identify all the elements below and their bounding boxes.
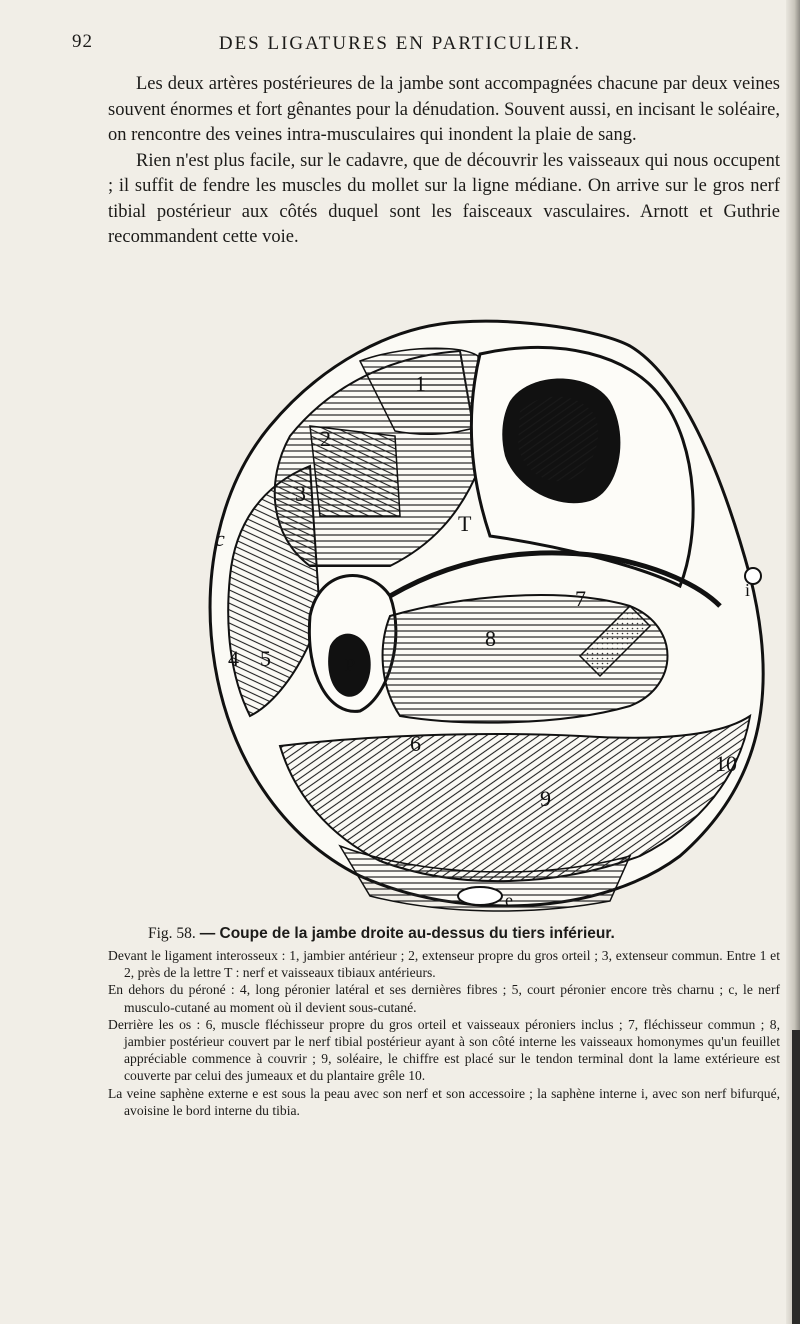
label-8: 8	[485, 626, 496, 651]
page-number: 92	[72, 31, 93, 52]
header-title: DES LIGATURES EN PARTICULIER.	[218, 33, 582, 54]
running-head	[0, 31, 800, 61]
page-edge-shadow	[792, 1030, 800, 1324]
label-3: 3	[295, 481, 306, 506]
caption-heading: — Coupe de la jambe droite au-dessus du tiers inférieur.	[199, 925, 615, 942]
label-e: e	[505, 890, 513, 910]
body-text	[108, 72, 780, 251]
saphenous-vein-external	[458, 887, 502, 905]
paragraph-2: Rien n'est plus facile, sur le cadavre, que de découvrir les vaisseaux qui nous occupent ; il suffit de fendre les muscles du mollet sur la ligne médiane. On arrive sur le gros nerf tibial postérieur aux côtés duquel sont les faisceaux vasculaires. Arnott et Guthrie recommandent cette voie.	[108, 150, 780, 247]
legend-anterior: Devant le ligament interosseux : 1, jambier antérieur ; 2, extenseur propre du gros orteil ; 3, extenseur commun. Entre 1 et 2, près de la lettre T : nerf et vaisseaux tibiaux antérieurs.	[108, 948, 780, 981]
figure-caption	[108, 925, 780, 1119]
label-P: P	[345, 655, 356, 675]
paragraph-1: Les deux artères postérieures de la jambe sont accompagnées chacune par deux veines souvent énormes et fort gênantes pour la dénudation. Souvent aussi, en incisant le soléaire, on rencontre des veines intra-musculaires qui inondent la plaie de sang.	[108, 74, 780, 145]
legend-posterior: Derrière les os : 6, muscle fléchisseur propre du gros orteil et vaisseaux péroniers inclus ; 7, fléchisseur commun ; 8, jambier postérieur couvert par le nerf tibial postérieur ayant à son côté interne les vaisseaux homonymes qu'un feuillet appréciable commence à couvrir ; 9, soléaire, le chiffre est placé sur le tendon terminal dont la lame extérieure est couverte par celui des jumeaux et du plantaire grêle 10.	[108, 1016, 780, 1084]
label-i: i	[745, 580, 751, 600]
caption-title	[108, 925, 780, 943]
label-9: 9	[540, 786, 551, 811]
label-c: c	[215, 526, 225, 551]
label-2: 2	[320, 426, 331, 451]
caption-prefix: Fig. 58.	[148, 925, 196, 942]
label-10: 10	[715, 751, 737, 776]
cross-section-illustration	[160, 316, 800, 916]
label-4: 4	[228, 646, 239, 671]
figure-leg-cross-section	[160, 316, 800, 916]
label-6: 6	[410, 731, 421, 756]
label-5: 5	[260, 646, 271, 671]
label-7: 7	[575, 586, 586, 611]
figure-legend	[108, 947, 780, 1119]
legend-saphenous: La veine saphène externe e est sous la peau avec son nerf et son accessoire ; la saphène interne i, avec son nerf bifurqué, avoisine le bord interne du tibia.	[108, 1085, 780, 1118]
label-T: T	[458, 511, 472, 536]
label-1: 1	[415, 371, 426, 396]
legend-lateral: En dehors du péroné : 4, long péronier latéral et ses dernières fibres ; 5, court péronier encore très charnu ; c, le nerf musculo-cutané au moment où il devient sous-cutané.	[108, 982, 780, 1015]
